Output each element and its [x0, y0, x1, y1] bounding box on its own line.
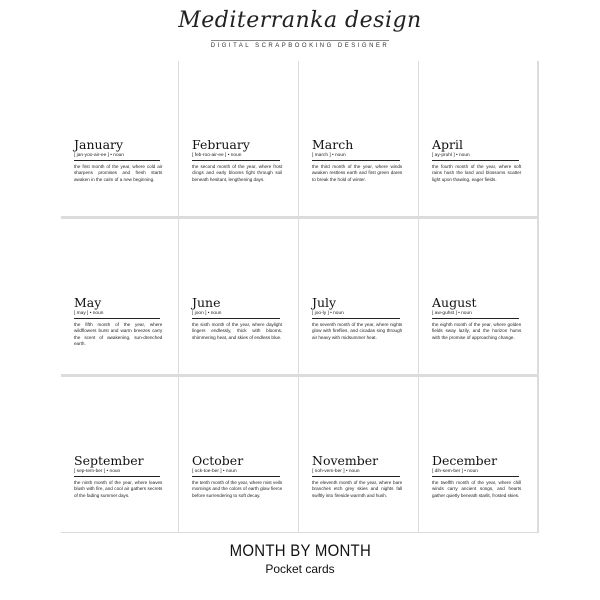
brand-tagline: DIGITAL SCRAPBOOKING DESIGNER: [211, 40, 390, 49]
card-july: [299, 219, 418, 374]
card-content: [192, 296, 288, 341]
definition: the sixth month of the year, where daylight lingers endlessly, thick with blooms, shimmering heat, and skies of endless blue.: [192, 322, 283, 340]
product-title-block: [0, 541, 600, 576]
definition: the ninth month of the year, where leaves blush with fire, and cool air gathers secrets of the fading summer days.: [74, 480, 163, 498]
card-september: [61, 377, 178, 532]
pronunciation: [ ock-toe-ber ] • noun: [192, 469, 280, 477]
card-content: [312, 138, 408, 183]
definition: the eighth month of the year, where golden fields sway lazily, and the horizon hums with the promise of approaching change.: [432, 322, 522, 340]
product-title: MONTH BY MONTH: [229, 541, 371, 560]
brand-logo: Mediterranka design: [178, 8, 422, 33]
product-subtitle: Pocket cards: [265, 562, 335, 576]
pronunciation: [ ay-pruhl ] • noun: [432, 153, 519, 161]
month-name: January: [74, 137, 124, 152]
month-name: September: [74, 453, 144, 468]
pronunciation: [ sep-tem-ber ] • noun: [74, 469, 160, 477]
card-content: [432, 138, 527, 183]
card-content: [74, 454, 168, 499]
card-august: [419, 219, 537, 374]
month-name: August: [432, 295, 477, 310]
pronunciation: [ dih-sem-ber ] • noun: [432, 469, 519, 477]
definition: the seventh month of the year, where nights glow with fireflies, and cicadas sing through air heavy with midsummer heat.: [312, 322, 403, 340]
card-content: [74, 138, 168, 183]
pronunciation: [ joon ] • noun: [192, 311, 280, 319]
pocket-card-grid: [61, 61, 539, 533]
definition: the tenth month of the year, where mist veils mornings and the colors of earth glow fierce before surrendering to soft decay.: [192, 480, 283, 498]
card-may: [61, 219, 178, 374]
pronunciation: [ may ] • noun: [74, 311, 160, 319]
card-june: [179, 219, 298, 374]
month-name: March: [312, 137, 354, 152]
month-name: November: [312, 453, 379, 468]
definition: the fourth month of the year, where soft rains hush the land and blossoms scatter light upon thawing, eager fields.: [432, 164, 522, 182]
pronunciation: [ noh-vem-ber ] • noun: [312, 469, 400, 477]
month-name: April: [432, 137, 463, 152]
month-name: July: [312, 295, 337, 310]
card-december: [419, 377, 537, 532]
month-name: December: [432, 453, 498, 468]
definition: the twelfth month of the year, where chill winds carry ancient songs, and hearts gather quietly beneath starlit, frosted skies.: [432, 480, 522, 498]
pronunciation: [ joo-ly ] • noun: [312, 311, 400, 319]
card-content: [192, 138, 288, 183]
card-content: [432, 296, 527, 341]
card-february: [179, 61, 298, 216]
card-october: [179, 377, 298, 532]
pronunciation: [ march ] • noun: [312, 153, 400, 161]
pronunciation: [ jan-yoo-air-ee ] • noun: [74, 153, 160, 161]
pronunciation: [ feb-roo-air-ee ] • noun: [192, 153, 280, 161]
month-name: February: [192, 137, 250, 152]
card-january: [61, 61, 178, 216]
brand-header: [0, 8, 600, 48]
month-name: June: [192, 295, 221, 310]
card-april: [419, 61, 537, 216]
card-content: [74, 296, 168, 348]
card-march: [299, 61, 418, 216]
definition: the eleventh month of the year, where bare branches etch grey skies and nights fall swiftly into fireside warmth and hush.: [312, 480, 403, 498]
definition: the fifth month of the year, where wildflowers burst and warm breezes carry the scent of awakening, sun-drenched earth.: [74, 322, 163, 347]
month-name: October: [192, 453, 244, 468]
card-content: [192, 454, 288, 499]
month-name: May: [74, 295, 102, 310]
card-content: [312, 454, 408, 499]
definition: the first month of the year, where cold air sharpens promises and fresh starts awaken in the calm of a new beginning.: [74, 164, 163, 182]
definition: the third month of the year, where winds awaken restless earth and first green dares to break the hold of winter.: [312, 164, 403, 182]
pronunciation: [ aw-guhst ] • noun: [432, 311, 519, 319]
definition: the second month of the year, where frost clings and early blooms fight through soil beneath hesitant, lengthening days.: [192, 164, 283, 182]
card-content: [432, 454, 527, 499]
card-content: [312, 296, 408, 341]
card-november: [299, 377, 418, 532]
